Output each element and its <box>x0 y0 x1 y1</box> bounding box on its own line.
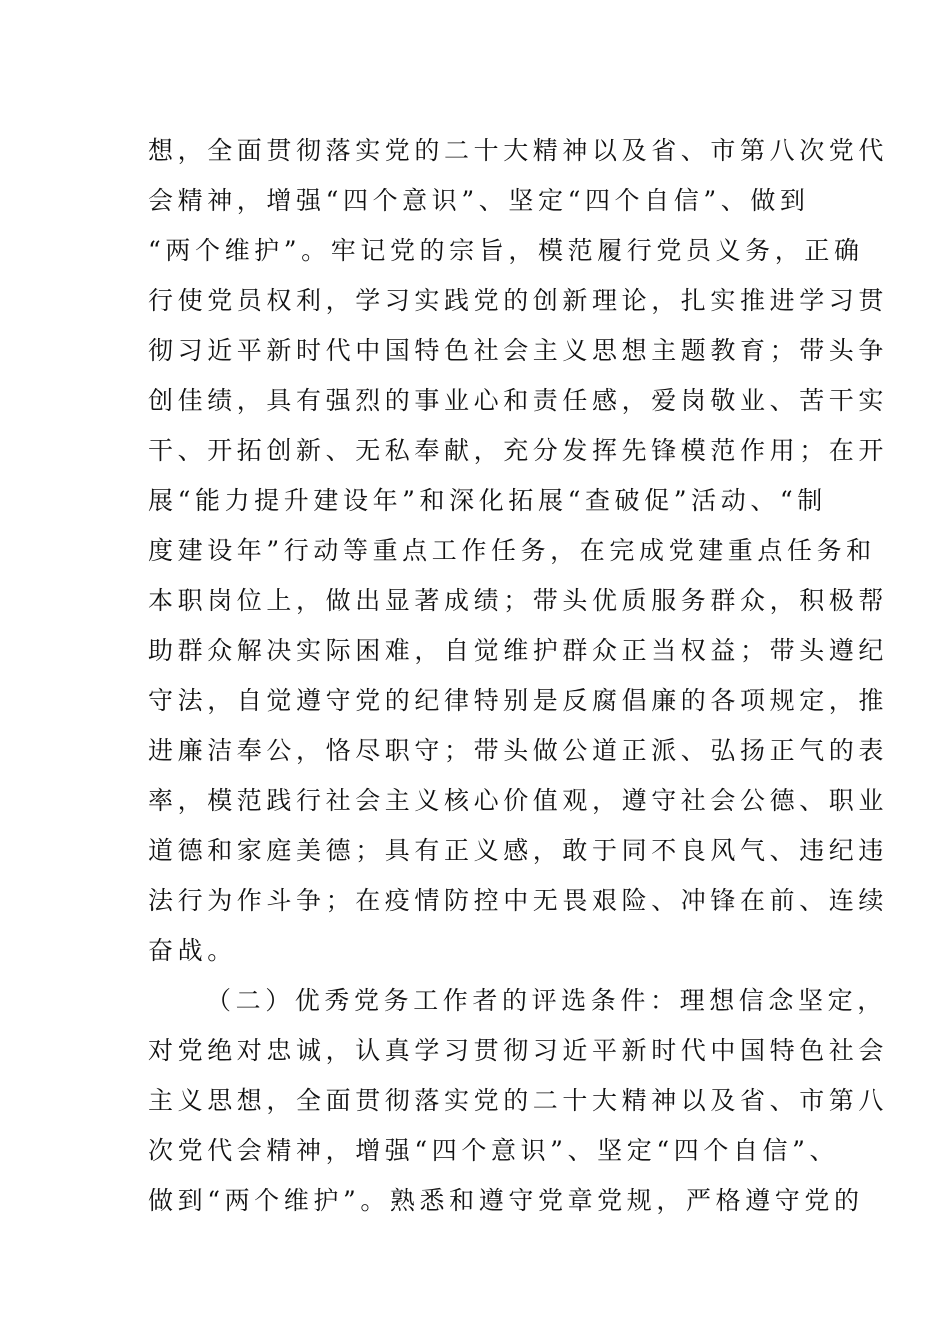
text-line: 本职岗位上，做出显著成绩；带头优质服务群众，积极帮 <box>148 586 889 615</box>
text-line: 度建设年”行动等重点工作任务，在完成党建重点任务和 <box>148 536 876 565</box>
text-line: 道德和家庭美德；具有正义感，敢于同不良风气、违纪违 <box>148 836 889 865</box>
text-line: 对党绝对忠诚，认真学习贯彻习近平新时代中国特色社会 <box>148 1036 889 1065</box>
text-line: 想，全面贯彻落实党的二十大精神以及省、市第八次党代 <box>148 136 889 165</box>
text-line: 法行为作斗争；在疫情防控中无畏艰险、冲锋在前、连续 <box>148 886 889 915</box>
text-line: 会精神，增强“四个意识”、坚定“四个自信”、做到 <box>148 186 810 215</box>
text-line: “两个维护”。牢记党的宗旨，模范履行党员义务，正确 <box>148 236 864 265</box>
text-line: 彻习近平新时代中国特色社会主义思想主题教育；带头争 <box>148 336 889 365</box>
text-line: 干、开拓创新、无私奉献，充分发挥先锋模范作用；在开 <box>148 436 889 465</box>
text-line: 做到“两个维护”。熟悉和遵守党章党规，严格遵守党的 <box>148 1186 864 1215</box>
text-line: 次党代会精神，增强“四个意识”、坚定“四个自信”、 <box>148 1136 840 1165</box>
text-line: 率，模范践行社会主义核心价值观，遵守社会公德、职业 <box>148 786 889 815</box>
text-line: 奋战。 <box>148 936 237 965</box>
text-line: 展“能力提升建设年”和深化拓展“查破促”活动、“制 <box>148 486 827 515</box>
text-line: 进廉洁奉公，恪尽职守；带头做公道正派、弘扬正气的表 <box>148 736 889 765</box>
text-line: 创佳绩，具有强烈的事业心和责任感，爱岗敬业、苦干实 <box>148 386 889 415</box>
paragraph-continuation <box>148 126 889 976</box>
paragraph-criteria-2 <box>148 976 889 1226</box>
text-line-indented: （二）优秀党务工作者的评选条件：理想信念坚定， <box>206 986 887 1015</box>
text-line: 主义思想，全面贯彻落实党的二十大精神以及省、市第八 <box>148 1086 889 1115</box>
text-line: 行使党员权利，学习实践党的创新理论，扎实推进学习贯 <box>148 286 889 315</box>
text-line: 助群众解决实际困难，自觉维护群众正当权益；带头遵纪 <box>148 636 889 665</box>
text-line: 守法，自觉遵守党的纪律特别是反腐倡廉的各项规定，推 <box>148 686 889 715</box>
